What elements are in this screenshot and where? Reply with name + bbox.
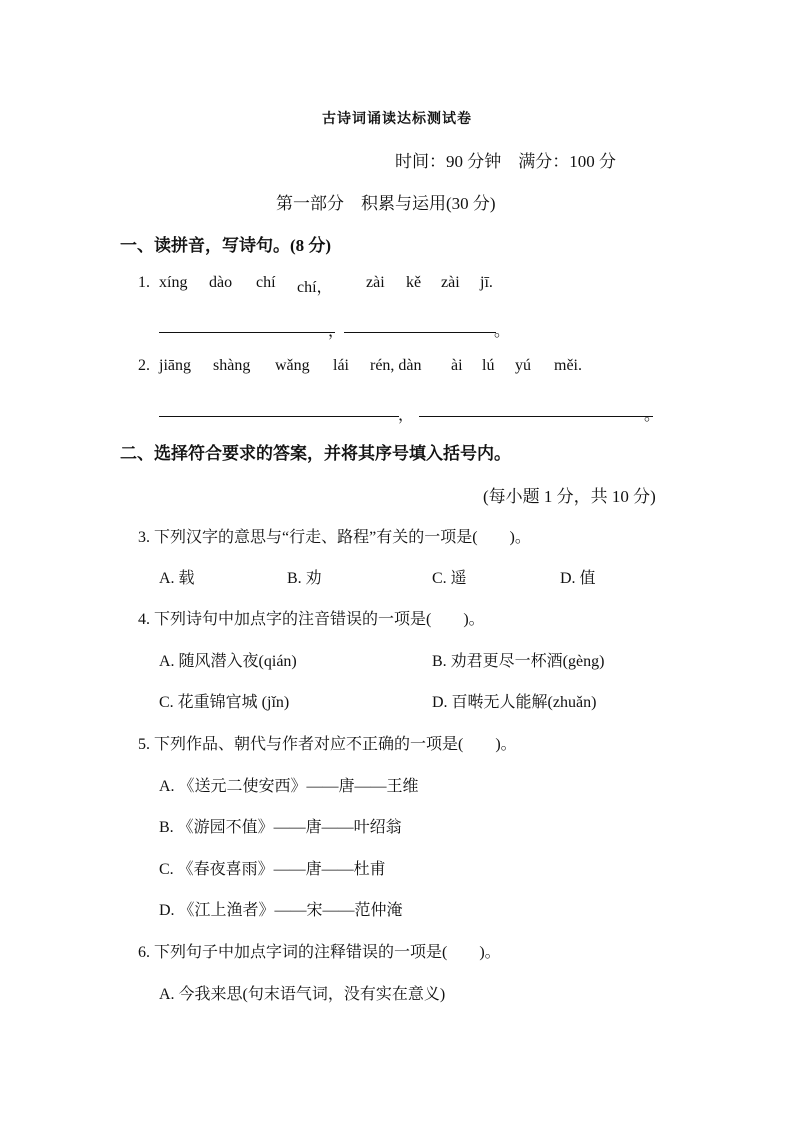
pinyin-word: yú: [515, 357, 531, 374]
section-heading-1: 一、读拼音，写诗句。(8 分): [120, 236, 332, 255]
option-d[interactable]: D. 《江上渔者》——宋——范仲淹: [159, 902, 403, 919]
option-c[interactable]: C. 《春夜喜雨》——唐——杜甫: [159, 861, 386, 878]
comma: ，: [328, 323, 345, 340]
option-b[interactable]: B. 劝君更尽一杯酒(gèng): [432, 653, 605, 670]
option-d[interactable]: D. 百啭无人能解(zhuǎn): [432, 694, 597, 711]
pinyin-word: rén, dàn: [370, 357, 422, 374]
part-heading: 第一部分 积累与运用(30 分): [276, 194, 496, 213]
option-a[interactable]: A. 载: [159, 570, 195, 587]
question-stem-4: 4. 下列诗句中加点字的注音错误的一项是( )。: [138, 611, 485, 628]
option-a[interactable]: A. 《送元二使安西》——唐——王维: [159, 778, 419, 795]
option-b[interactable]: B. 劝: [287, 570, 322, 587]
pinyin-word: dào: [209, 274, 233, 291]
pinyin-word: kě: [406, 274, 422, 291]
option-c[interactable]: C. 花重锦官城 (jǐn): [159, 694, 290, 711]
pinyin-word: měi.: [554, 357, 582, 374]
pinyin-word: lú: [482, 357, 495, 374]
section-heading-2: 二、选择符合要求的答案，并将其序号填入括号内。: [120, 444, 511, 463]
option-c[interactable]: C. 遥: [432, 570, 467, 587]
answer-blank[interactable]: [344, 332, 496, 333]
pinyin-word: shàng: [213, 357, 251, 374]
pinyin-word: wǎng: [275, 357, 310, 374]
period: 。: [494, 323, 511, 340]
pinyin-word: chí: [256, 274, 276, 291]
question-number: 2.: [138, 357, 150, 374]
exam-meta: 时间：90 分钟 满分：100 分: [395, 152, 616, 171]
period: 。: [644, 407, 661, 424]
pinyin-word: ài: [451, 357, 463, 374]
exam-title: 古诗词诵读达标测试卷: [322, 111, 472, 127]
comma: ，: [398, 407, 415, 424]
pinyin-word: jī.: [480, 274, 493, 291]
question-stem-6: 6. 下列句子中加点字词的注释错误的一项是( )。: [138, 944, 501, 961]
option-b[interactable]: B. 《游园不值》——唐——叶绍翁: [159, 819, 402, 836]
option-a[interactable]: A. 今我来思(句末语气词，没有实在意义): [159, 986, 446, 1003]
option-d[interactable]: D. 值: [560, 570, 596, 587]
pinyin-word: jiāng: [159, 357, 191, 374]
pinyin-word: zài: [441, 274, 460, 291]
question-number: 1.: [138, 274, 150, 291]
pinyin-word: xíng: [159, 274, 188, 291]
option-a[interactable]: A. 随风潜入夜(qián): [159, 653, 297, 670]
question-stem-5: 5. 下列作品、朝代与作者对应不正确的一项是( )。: [138, 736, 517, 753]
question-stem-3: 3. 下列汉字的意思与“行走、路程”有关的一项是( )。: [138, 529, 531, 546]
answer-blank[interactable]: [419, 416, 653, 417]
pinyin-word: lái: [333, 357, 349, 374]
answer-blank[interactable]: [159, 416, 399, 417]
pinyin-word: chí，: [297, 279, 333, 296]
pinyin-word: zài: [366, 274, 385, 291]
section-score: (每小题 1 分，共 10 分): [483, 487, 656, 506]
answer-blank[interactable]: [159, 332, 335, 333]
